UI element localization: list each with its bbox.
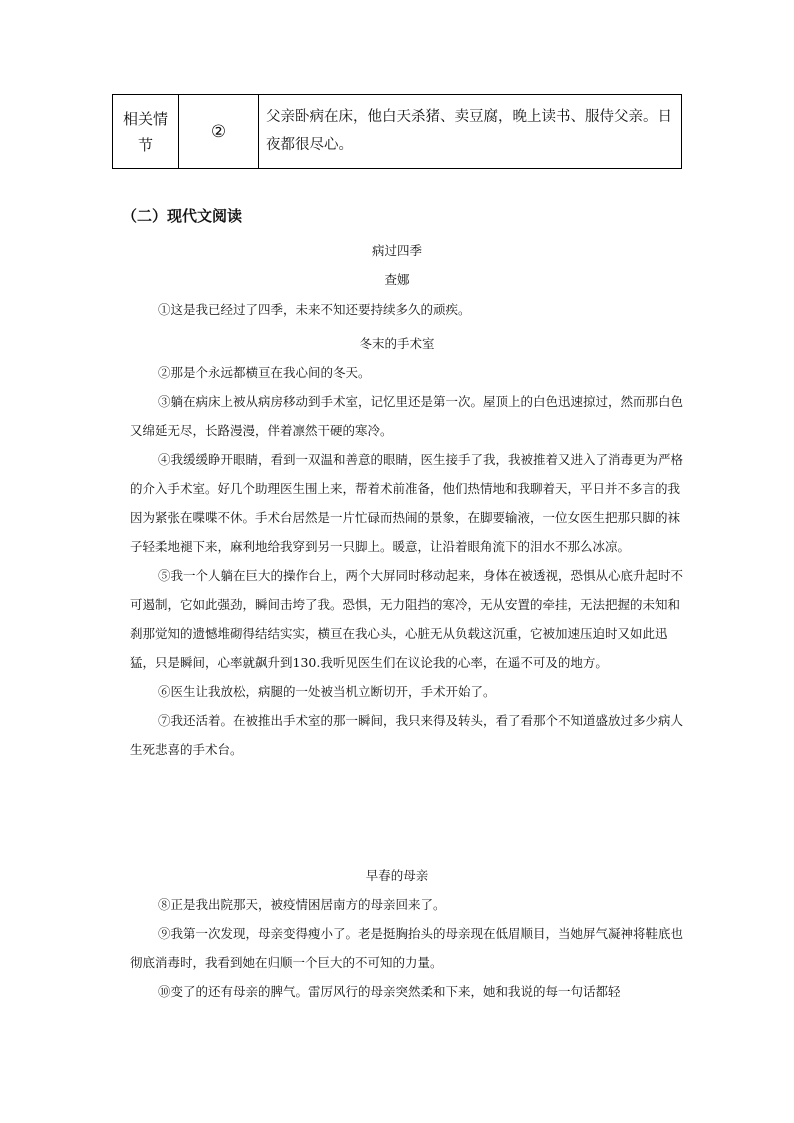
paragraph-1: ①这是我已经过了四季，未来不知还要持续多久的顽疾。 [158, 302, 471, 317]
paragraph-2: ②那是个永远都横亘在我心间的冬天。 [158, 365, 371, 380]
table-label: 相关情节 [122, 109, 168, 154]
table-content: 父亲卧病在床，他白天杀猪、卖豆腐，晚上读书、服侍父亲。日夜都很尽心。 [266, 109, 672, 153]
paragraph-7: ⑦我还活着。在被推出手术室的那一瞬间，我只来得及转头，看了看那个不知道盛放过多少病人生死悲喜的手术台。 [130, 713, 684, 757]
subheading-spring: 早春的母亲 [365, 868, 429, 883]
subheading-winter: 冬末的手术室 [359, 336, 435, 351]
paragraph-8: ⑧正是我出院那天，被疫情困居南方的母亲回来了。 [158, 897, 446, 912]
paragraph-10: ⑩变了的还有母亲的脾气。雷厉风行的母亲突然柔和下来，她和我说的每一句话都轻 [158, 984, 621, 999]
paragraph-5: ⑤我一个人躺在巨大的操作台上，两个大屏同时移动起来，身体在被透视，恐惧从心底升起时不可遏制，它如此强劲，瞬间击垮了我。恐惧，无力阻挡的寒冷，无从安置的牵挂，无法把握的未知和刹那觉知的遗憾堆砌得结结实实，横亘在我心头，心脏无从负载这沉重，它被加速压迫时又如此迅猛，只是瞬间，心率就飙升到130.我听见医生们在议论我的心率，在遥不可及的地方。 [130, 568, 684, 670]
article-author: 查娜 [384, 272, 410, 287]
section-title: （二）现代文阅读 [122, 207, 243, 225]
table-number: ② [210, 121, 227, 142]
article-body-3 [130, 890, 686, 1006]
article-body-2 [130, 358, 686, 764]
paragraph-4: ④我缓缓睁开眼睛，看到一双温和善意的眼睛，医生接手了我，我被推着又进入了消毒更为严格的介入手术室。好几个助理医生围上来，帮着术前准备，他们热情地和我聊着天，平日并不多言的我因为紧张在喋喋不休。手术台居然是一片忙碌而热闹的景象，在脚要输液，一位女医生把那只脚的袜子轻柔地褪下来，麻利地给我穿到另一只脚上。暖意，让沿着眼角流下的泪水不那么冰凉。 [130, 452, 684, 554]
table-number-cell [179, 95, 259, 168]
table-label-cell [113, 95, 179, 168]
paragraph-3: ③躺在病床上被从病房移动到手术室，记忆里还是第一次。屋顶上的白色迅速掠过，然而那白色又绵延无尽，长路漫漫，伴着凛然干硬的寒冷。 [130, 394, 684, 438]
article-title: 病过四季 [371, 243, 422, 258]
info-table [112, 94, 682, 169]
paragraph-6: ⑥医生让我放松，病腿的一处被当机立断切开，手术开始了。 [158, 684, 496, 699]
table-content-cell [259, 95, 681, 168]
article-body-1 [130, 295, 686, 324]
paragraph-9: ⑨我第一次发现，母亲变得瘦小了。老是挺胸抬头的母亲现在低眉顺目，当她屏气凝神将鞋底也彻底消毒时，我看到她在归顺一个巨大的不可知的力量。 [130, 926, 684, 970]
